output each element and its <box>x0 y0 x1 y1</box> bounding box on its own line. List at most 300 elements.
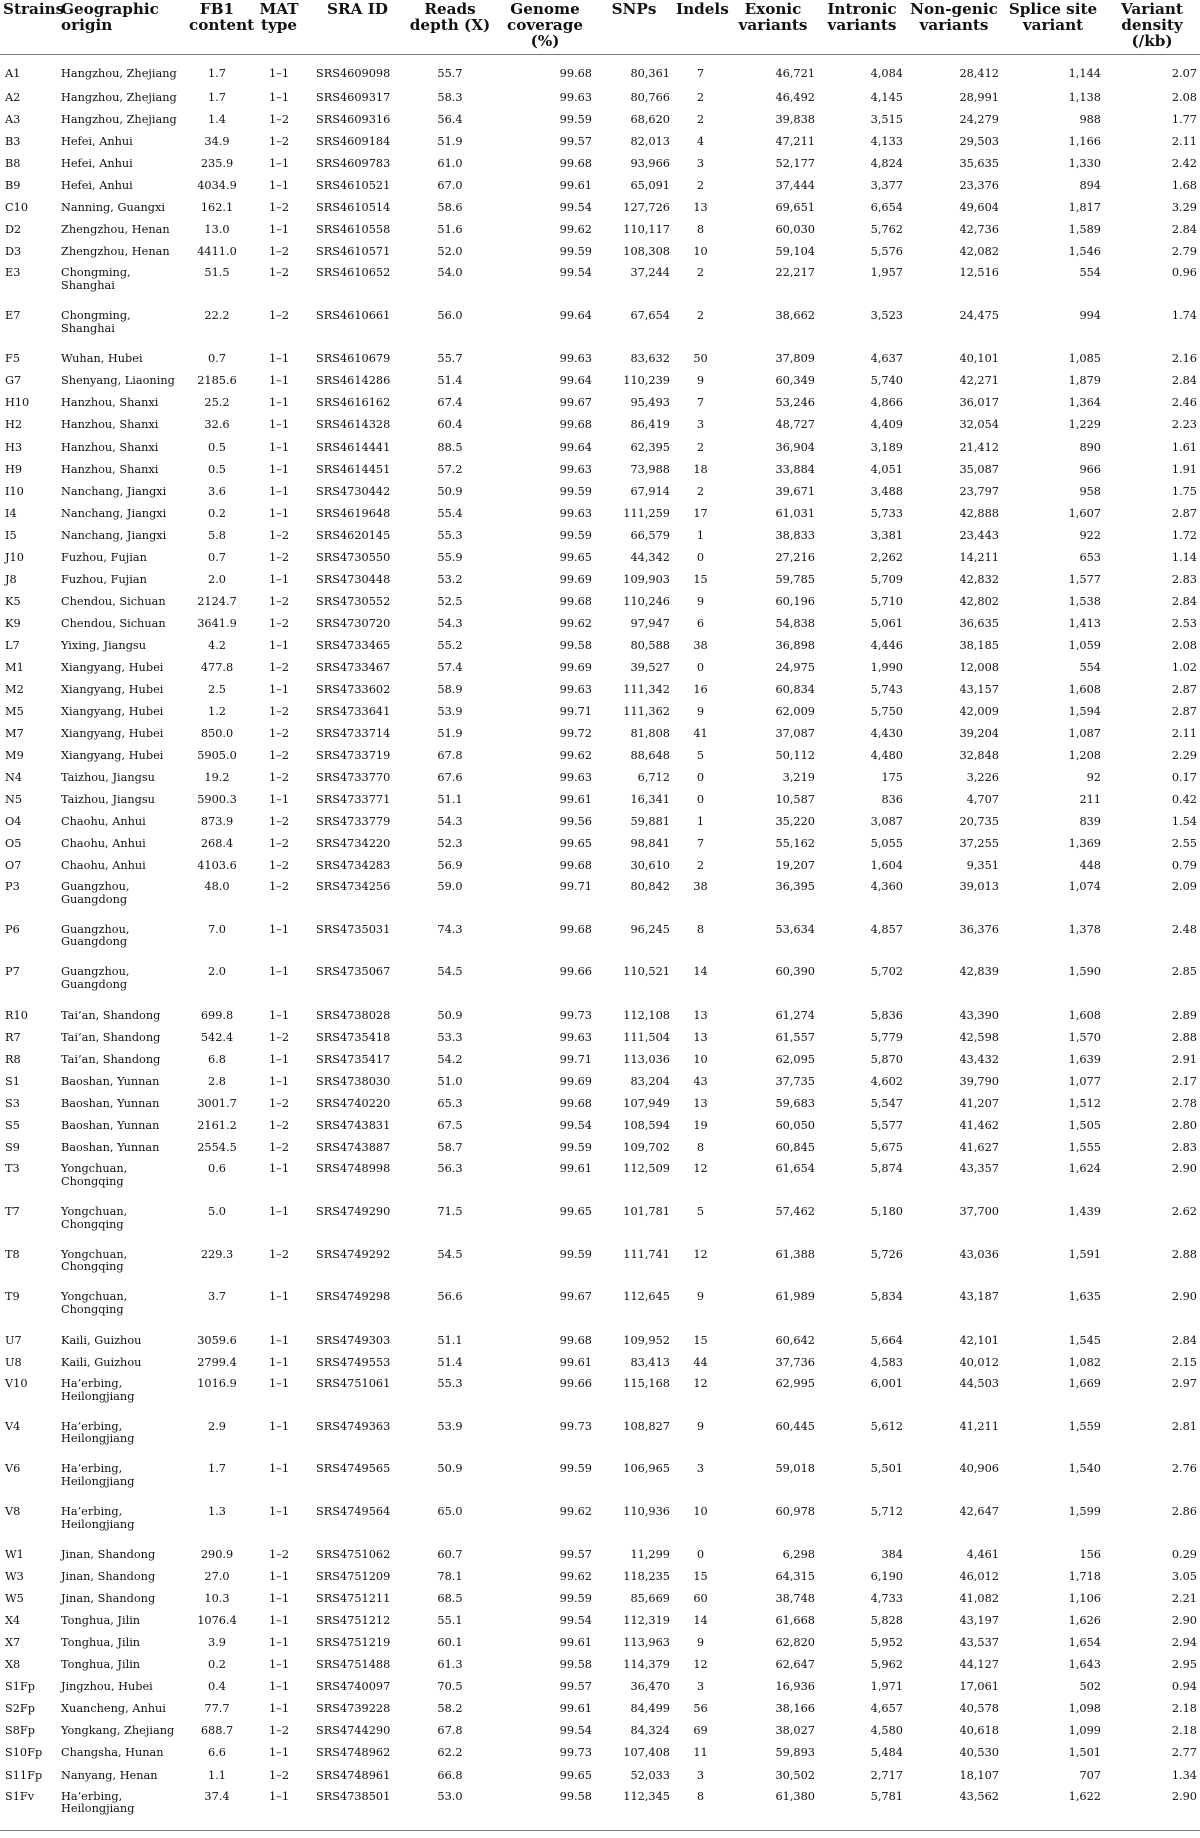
cell-exonic: 60,196 <box>775 594 815 608</box>
cell-exonic: 37,087 <box>775 726 815 740</box>
cell-non-genic: 43,537 <box>959 1636 999 1650</box>
cell-fb1: 22.2 <box>204 309 230 323</box>
cell-non-genic: 43,357 <box>959 1162 999 1176</box>
cell-fb1: 0.6 <box>208 1162 226 1176</box>
cell-sra-id: SRS4614451 <box>316 462 391 476</box>
cell-strain: K5 <box>5 594 21 608</box>
cell-indels: 3 <box>696 1462 705 1476</box>
cell-exonic: 36,904 <box>775 440 815 454</box>
cell-reads-depth: 53.9 <box>437 1419 463 1433</box>
table-row <box>0 1005 1200 1027</box>
cell-mat: 1–2 <box>268 309 290 323</box>
table-row <box>0 1589 1200 1611</box>
cell-splice-site: 1,439 <box>1068 1204 1101 1218</box>
cell-mat: 1–2 <box>268 1140 290 1154</box>
cell-intronic: 4,446 <box>870 638 903 652</box>
cell-intronic: 5,952 <box>870 1636 903 1650</box>
cell-indels: 7 <box>696 396 705 410</box>
cell-intronic: 4,824 <box>870 157 903 171</box>
cell-genome-coverage: 99.54 <box>559 266 592 280</box>
cell-non-genic: 29,503 <box>959 135 999 148</box>
cell-mat: 1–1 <box>268 1504 290 1518</box>
cell-non-genic: 39,790 <box>959 1074 999 1088</box>
cell-origin: Yixing, Jiangsu <box>61 638 147 652</box>
cell-reads-depth: 50.9 <box>437 484 463 498</box>
cell-sra-id: SRS4730550 <box>316 550 391 564</box>
cell-mat: 1–2 <box>268 1096 290 1110</box>
cell-indels: 7 <box>696 66 705 80</box>
cell-mat: 1–1 <box>268 922 290 936</box>
header-reads-depth: Reads depth (X) <box>409 0 491 34</box>
cell-non-genic: 40,906 <box>959 1462 999 1476</box>
cell-exonic: 53,634 <box>775 922 815 936</box>
cell-origin: Yongchuan, Chongqing <box>61 1247 128 1274</box>
cell-strain: U8 <box>5 1355 22 1369</box>
cell-intronic: 5,180 <box>870 1204 903 1218</box>
cell-genome-coverage: 99.71 <box>559 1052 592 1066</box>
cell-snps: 111,342 <box>623 682 670 696</box>
cell-non-genic: 14,211 <box>959 550 999 564</box>
cell-origin: Yongchuan, Chongqing <box>61 1162 128 1188</box>
cell-mat: 1–2 <box>268 858 290 872</box>
cell-splice-site: 1,085 <box>1068 352 1101 366</box>
cell-genome-coverage: 99.62 <box>559 1504 592 1518</box>
cell-variant-density: 1.72 <box>1171 528 1197 542</box>
cell-splice-site: 1,622 <box>1068 1789 1101 1803</box>
cell-snps: 95,493 <box>630 396 670 410</box>
cell-non-genic: 42,802 <box>959 594 999 608</box>
cell-variant-density: 2.62 <box>1171 1204 1197 1218</box>
cell-mat: 1–2 <box>268 770 290 784</box>
table-row <box>0 1502 1200 1545</box>
cell-sra-id: SRS4749565 <box>316 1462 391 1476</box>
table-row <box>0 1093 1200 1115</box>
cell-variant-density: 2.09 <box>1171 880 1197 894</box>
cell-splice-site: 1,624 <box>1068 1162 1101 1176</box>
cell-intronic: 3,488 <box>870 484 903 498</box>
cell-splice-site: 1,505 <box>1068 1118 1101 1132</box>
cell-non-genic: 46,012 <box>959 1570 999 1584</box>
cell-indels: 5 <box>696 748 705 762</box>
cell-splice-site: 1,369 <box>1068 836 1101 850</box>
cell-variant-density: 2.97 <box>1171 1376 1197 1390</box>
cell-origin: Jinan, Shandong <box>61 1570 156 1584</box>
cell-reads-depth: 50.9 <box>437 1462 463 1476</box>
cell-variant-density: 2.16 <box>1171 352 1197 366</box>
cell-genome-coverage: 99.59 <box>559 112 592 126</box>
table-row <box>0 1027 1200 1049</box>
cell-exonic: 55,162 <box>775 836 815 850</box>
cell-fb1: 13.0 <box>204 223 230 237</box>
cell-mat: 1–1 <box>268 157 290 171</box>
cell-exonic: 38,166 <box>775 1702 815 1716</box>
cell-fb1: 25.2 <box>204 396 230 410</box>
cell-origin: Zhengzhou, Henan <box>61 223 170 237</box>
cell-fb1: 0.2 <box>208 1658 226 1672</box>
cell-exonic: 37,809 <box>775 352 815 366</box>
cell-variant-density: 3.05 <box>1171 1570 1197 1584</box>
cell-exonic: 6,298 <box>782 1548 815 1562</box>
header-variant-density: Variant density (/kb) <box>1121 0 1183 50</box>
cell-snps: 110,246 <box>623 594 670 608</box>
cell-origin: Tonghua, Jilin <box>61 1658 141 1672</box>
cell-fb1: 34.9 <box>204 135 230 148</box>
cell-fb1: 2.5 <box>208 682 226 696</box>
cell-snps: 107,408 <box>623 1746 670 1760</box>
cell-indels: 10 <box>693 1052 708 1066</box>
cell-non-genic: 41,627 <box>959 1140 999 1154</box>
cell-indels: 12 <box>693 1162 708 1176</box>
cell-genome-coverage: 99.63 <box>559 352 592 366</box>
cell-indels: 9 <box>696 1419 705 1433</box>
cell-fb1: 51.5 <box>204 266 230 280</box>
cell-non-genic: 24,279 <box>959 112 999 126</box>
cell-variant-density: 2.90 <box>1171 1789 1197 1803</box>
cell-splice-site: 1,082 <box>1068 1355 1101 1369</box>
cell-sra-id: SRS4610558 <box>316 223 391 237</box>
cell-variant-density: 2.77 <box>1171 1746 1197 1760</box>
cell-indels: 9 <box>696 594 705 608</box>
cell-mat: 1–1 <box>268 1333 290 1347</box>
cell-sra-id: SRS4609316 <box>316 112 391 126</box>
cell-reads-depth: 62.2 <box>437 1746 463 1760</box>
cell-snps: 118,235 <box>623 1570 670 1584</box>
cell-indels: 41 <box>693 726 708 740</box>
cell-reads-depth: 71.5 <box>437 1204 463 1218</box>
cell-reads-depth: 58.7 <box>437 1140 463 1154</box>
cell-exonic: 60,445 <box>775 1419 815 1433</box>
cell-origin: Tonghua, Jilin <box>61 1636 141 1650</box>
cell-fb1: 3001.7 <box>197 1096 237 1110</box>
cell-reads-depth: 66.8 <box>437 1768 463 1782</box>
cell-non-genic: 42,009 <box>959 704 999 718</box>
cell-intronic: 5,055 <box>870 836 903 850</box>
cell-sra-id: SRS4733770 <box>316 770 391 784</box>
cell-indels: 0 <box>696 660 705 674</box>
cell-snps: 80,842 <box>630 880 670 894</box>
cell-variant-density: 0.94 <box>1171 1680 1197 1694</box>
cell-exonic: 61,380 <box>775 1789 815 1803</box>
cell-splice-site: 1,138 <box>1068 90 1101 104</box>
table-row <box>0 1374 1200 1417</box>
cell-non-genic: 40,618 <box>959 1724 999 1738</box>
cell-non-genic: 23,797 <box>959 484 999 498</box>
cell-splice-site: 554 <box>1079 266 1101 280</box>
cell-indels: 13 <box>693 1096 708 1110</box>
cell-fb1: 0.7 <box>208 352 226 366</box>
cell-snps: 67,654 <box>630 309 670 323</box>
cell-origin: Zhengzhou, Henan <box>61 245 170 259</box>
cell-indels: 1 <box>696 528 705 542</box>
table-row <box>0 87 1200 109</box>
cell-strain: B9 <box>5 179 21 193</box>
cell-snps: 110,521 <box>623 965 670 979</box>
cell-snps: 88,648 <box>630 748 670 762</box>
cell-variant-density: 2.76 <box>1171 1462 1197 1476</box>
cell-splice-site: 1,208 <box>1068 748 1101 762</box>
cell-exonic: 61,668 <box>775 1614 815 1628</box>
cell-exonic: 16,936 <box>775 1680 815 1694</box>
cell-genome-coverage: 99.65 <box>559 1768 592 1782</box>
cell-origin: Tai’an, Shandong <box>61 1052 161 1066</box>
cell-reads-depth: 54.0 <box>437 266 463 280</box>
cell-variant-density: 1.14 <box>1171 550 1197 564</box>
cell-origin: Nanyang, Henan <box>61 1768 158 1782</box>
table-header <box>0 0 1200 54</box>
cell-reads-depth: 51.9 <box>437 135 463 148</box>
cell-sra-id: SRS4614328 <box>316 418 391 432</box>
cell-snps: 112,345 <box>623 1789 670 1803</box>
cell-variant-density: 2.15 <box>1171 1355 1197 1369</box>
cell-origin: Xiangyang, Hubei <box>61 682 164 696</box>
cell-non-genic: 28,412 <box>959 66 999 80</box>
cell-exonic: 54,838 <box>775 616 815 630</box>
cell-variant-density: 2.85 <box>1171 965 1197 979</box>
cell-non-genic: 36,376 <box>959 922 999 936</box>
cell-strain: I10 <box>5 484 24 498</box>
cell-sra-id: SRS4739228 <box>316 1702 391 1716</box>
cell-variant-density: 2.83 <box>1171 1140 1197 1154</box>
cell-variant-density: 1.34 <box>1171 1768 1197 1782</box>
cell-intronic: 5,547 <box>870 1096 903 1110</box>
cell-non-genic: 41,211 <box>959 1419 999 1433</box>
cell-fb1: 4.2 <box>208 638 226 652</box>
cell-mat: 1–1 <box>268 1702 290 1716</box>
table-row <box>0 723 1200 745</box>
cell-splice-site: 502 <box>1079 1680 1101 1694</box>
cell-snps: 97,947 <box>630 616 670 630</box>
cell-mat: 1–2 <box>268 616 290 630</box>
cell-intronic: 4,430 <box>870 726 903 740</box>
cell-snps: 109,702 <box>623 1140 670 1154</box>
cell-indels: 12 <box>693 1658 708 1672</box>
cell-exonic: 35,220 <box>775 814 815 828</box>
cell-indels: 50 <box>693 352 708 366</box>
cell-variant-density: 2.11 <box>1171 135 1197 148</box>
cell-genome-coverage: 99.66 <box>559 1376 592 1390</box>
cell-exonic: 59,018 <box>775 1462 815 1476</box>
cell-exonic: 3,219 <box>782 770 815 784</box>
table-row <box>0 54 1200 87</box>
cell-reads-depth: 61.0 <box>437 157 463 171</box>
cell-strain: W1 <box>5 1548 24 1562</box>
cell-intronic: 5,702 <box>870 965 903 979</box>
cell-splice-site: 1,599 <box>1068 1504 1101 1518</box>
cell-mat: 1–1 <box>268 1008 290 1022</box>
cell-non-genic: 21,412 <box>959 440 999 454</box>
cell-splice-site: 1,512 <box>1068 1096 1101 1110</box>
cell-reads-depth: 67.8 <box>437 748 463 762</box>
cell-non-genic: 42,832 <box>959 572 999 586</box>
cell-splice-site: 1,364 <box>1068 396 1101 410</box>
cell-exonic: 36,395 <box>775 880 815 894</box>
cell-genome-coverage: 99.71 <box>559 704 592 718</box>
cell-exonic: 37,736 <box>775 1355 815 1369</box>
cell-splice-site: 958 <box>1079 484 1101 498</box>
cell-exonic: 62,995 <box>775 1376 815 1390</box>
cell-indels: 3 <box>696 157 705 171</box>
cell-intronic: 6,190 <box>870 1570 903 1584</box>
cell-snps: 11,299 <box>630 1548 670 1562</box>
cell-fb1: 3.9 <box>208 1636 226 1650</box>
cell-genome-coverage: 99.68 <box>559 1096 592 1110</box>
cell-mat: 1–2 <box>268 660 290 674</box>
cell-genome-coverage: 99.54 <box>559 1118 592 1132</box>
cell-intronic: 4,409 <box>870 418 903 432</box>
table-row <box>0 1202 1200 1245</box>
cell-reads-depth: 52.5 <box>437 594 463 608</box>
cell-exonic: 19,207 <box>775 858 815 872</box>
cell-non-genic: 4,707 <box>966 792 999 806</box>
cell-fb1: 7.0 <box>208 922 226 936</box>
cell-intronic: 4,133 <box>870 135 903 148</box>
cell-sra-id: SRS4743887 <box>316 1140 391 1154</box>
cell-splice-site: 1,059 <box>1068 638 1101 652</box>
cell-genome-coverage: 99.68 <box>559 418 592 432</box>
cell-fb1: 3641.9 <box>197 616 237 630</box>
cell-splice-site: 988 <box>1079 112 1101 126</box>
cell-genome-coverage: 99.61 <box>559 792 592 806</box>
cell-intronic: 5,781 <box>870 1789 903 1803</box>
cell-non-genic: 42,271 <box>959 374 999 388</box>
cell-variant-density: 2.84 <box>1171 594 1197 608</box>
cell-sra-id: SRS4733719 <box>316 748 391 762</box>
cell-mat: 1–1 <box>268 1614 290 1628</box>
cell-origin: Hefei, Anhui <box>61 179 133 193</box>
cell-fb1: 2124.7 <box>197 594 237 608</box>
cell-reads-depth: 53.0 <box>437 1789 463 1803</box>
cell-splice-site: 1,166 <box>1068 135 1101 148</box>
cell-splice-site: 1,654 <box>1068 1636 1101 1650</box>
cell-fb1: 1076.4 <box>197 1614 237 1628</box>
cell-sra-id: SRS4730720 <box>316 616 391 630</box>
cell-mat: 1–1 <box>268 1376 290 1390</box>
cell-variant-density: 2.95 <box>1171 1658 1197 1672</box>
cell-snps: 107,949 <box>623 1096 670 1110</box>
cell-origin: Baoshan, Yunnan <box>61 1140 160 1154</box>
cell-exonic: 59,785 <box>775 572 815 586</box>
cell-mat: 1–2 <box>268 135 290 148</box>
cell-indels: 5 <box>696 1204 705 1218</box>
cell-indels: 2 <box>696 112 705 126</box>
cell-variant-density: 2.90 <box>1171 1614 1197 1628</box>
cell-genome-coverage: 99.73 <box>559 1419 592 1433</box>
cell-exonic: 39,838 <box>775 112 815 126</box>
cell-strain: S2Fp <box>5 1702 35 1716</box>
cell-sra-id: SRS4610571 <box>316 245 391 259</box>
cell-snps: 80,588 <box>630 638 670 652</box>
cell-reads-depth: 55.3 <box>437 528 463 542</box>
cell-intronic: 1,990 <box>870 660 903 674</box>
cell-strain: P6 <box>5 922 20 936</box>
cell-exonic: 10,587 <box>775 792 815 806</box>
cell-mat: 1–2 <box>268 1030 290 1044</box>
cell-mat: 1–1 <box>268 1746 290 1760</box>
cell-splice-site: 448 <box>1079 858 1101 872</box>
cell-variant-density: 2.07 <box>1171 66 1197 80</box>
cell-strain: R7 <box>5 1030 21 1044</box>
cell-mat: 1–2 <box>268 266 290 280</box>
cell-mat: 1–1 <box>268 1636 290 1650</box>
cell-strain: W5 <box>5 1592 24 1606</box>
table-row <box>0 525 1200 547</box>
cell-intronic: 1,604 <box>870 858 903 872</box>
cell-fb1: 1.7 <box>208 1462 226 1476</box>
table-row <box>0 175 1200 197</box>
cell-intronic: 5,709 <box>870 572 903 586</box>
cell-non-genic: 42,598 <box>959 1030 999 1044</box>
cell-sra-id: SRS4610514 <box>316 201 391 215</box>
cell-reads-depth: 78.1 <box>437 1570 463 1584</box>
cell-origin: Ha’erbing, Heilongjiang <box>61 1789 135 1816</box>
cell-splice-site: 1,718 <box>1068 1570 1101 1584</box>
cell-splice-site: 1,559 <box>1068 1419 1101 1433</box>
cell-indels: 0 <box>696 792 705 806</box>
cell-sra-id: SRS4751211 <box>316 1592 391 1606</box>
cell-fb1: 1016.9 <box>197 1376 237 1390</box>
cell-indels: 38 <box>693 880 708 894</box>
cell-indels: 9 <box>696 374 705 388</box>
cell-fb1: 4103.6 <box>197 858 237 872</box>
cell-fb1: 4411.0 <box>197 245 237 259</box>
cell-sra-id: SRS4734283 <box>316 858 391 872</box>
cell-reads-depth: 65.3 <box>437 1096 463 1110</box>
cell-indels: 2 <box>696 309 705 323</box>
cell-variant-density: 1.54 <box>1171 814 1197 828</box>
cell-origin: Chongming, Shanghai <box>61 309 131 335</box>
cell-intronic: 2,262 <box>870 550 903 564</box>
cell-sra-id: SRS4743831 <box>316 1118 391 1132</box>
cell-exonic: 60,845 <box>775 1140 815 1154</box>
cell-fb1: 77.7 <box>204 1702 230 1716</box>
cell-reads-depth: 58.2 <box>437 1702 463 1716</box>
cell-non-genic: 23,376 <box>959 179 999 193</box>
cell-intronic: 4,480 <box>870 748 903 762</box>
cell-indels: 10 <box>693 245 708 259</box>
cell-indels: 13 <box>693 201 708 215</box>
cell-origin: Chendou, Sichuan <box>61 594 166 608</box>
table-row <box>0 393 1200 415</box>
cell-intronic: 5,061 <box>870 616 903 630</box>
cell-variant-density: 2.46 <box>1171 396 1197 410</box>
cell-splice-site: 894 <box>1079 179 1101 193</box>
cell-reads-depth: 51.4 <box>437 374 463 388</box>
cell-intronic: 4,657 <box>870 1702 903 1716</box>
cell-intronic: 5,501 <box>870 1462 903 1476</box>
cell-origin: Hanzhou, Shanxi <box>61 396 159 410</box>
cell-indels: 12 <box>693 1247 708 1261</box>
cell-variant-density: 2.81 <box>1171 1419 1197 1433</box>
cell-variant-density: 2.29 <box>1171 748 1197 762</box>
cell-fb1: 688.7 <box>200 1724 234 1738</box>
cell-indels: 7 <box>696 836 705 850</box>
cell-reads-depth: 57.4 <box>437 660 463 674</box>
cell-fb1: 229.3 <box>200 1247 234 1261</box>
cell-exonic: 69,651 <box>775 201 815 215</box>
cell-reads-depth: 68.5 <box>437 1592 463 1606</box>
cell-genome-coverage: 99.63 <box>559 770 592 784</box>
cell-genome-coverage: 99.54 <box>559 201 592 215</box>
cell-sra-id: SRS4733779 <box>316 814 391 828</box>
cell-intronic: 3,377 <box>870 179 903 193</box>
cell-non-genic: 43,036 <box>959 1247 999 1261</box>
cell-origin: Guangzhou, Guangdong <box>61 965 130 992</box>
cell-mat: 1–1 <box>268 1204 290 1218</box>
cell-splice-site: 1,545 <box>1068 1333 1101 1347</box>
cell-exonic: 64,315 <box>775 1570 815 1584</box>
cell-strain: W3 <box>5 1570 24 1584</box>
cell-splice-site: 1,546 <box>1068 245 1101 259</box>
